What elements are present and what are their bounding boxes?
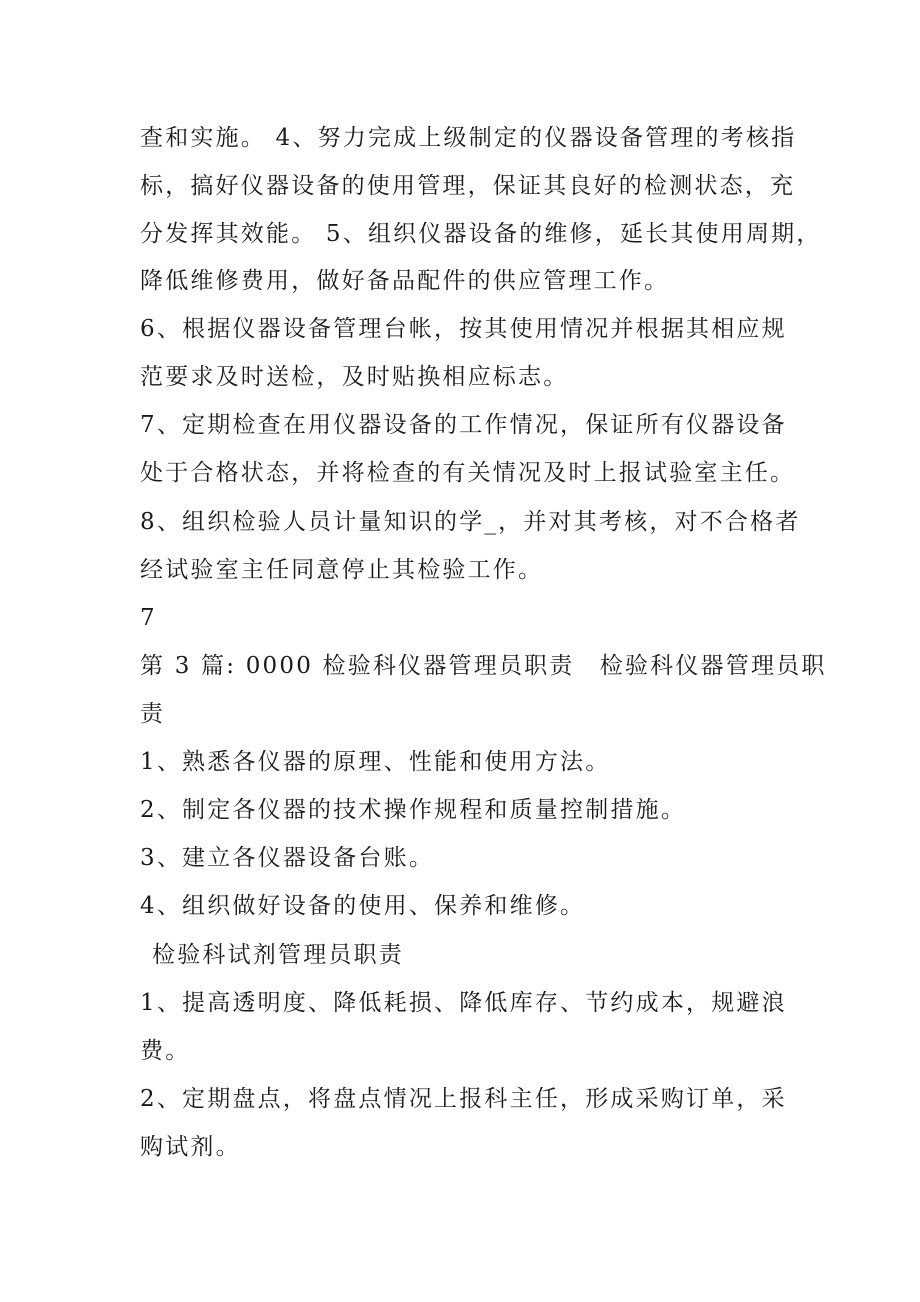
- text-line: 处于合格状态，并将检查的有关情况及时上报试验室主任。: [140, 460, 796, 486]
- section-heading-continued: 责: [140, 701, 166, 727]
- list-item: 2、定期盘点，将盘点情况上报科主任，形成采购订单，采: [140, 1086, 787, 1112]
- text-line: 标，搞好仪器设备的使用管理，保证其良好的检测状态，充: [140, 173, 796, 199]
- text-line: 经试验室主任同意停止其检验工作。: [140, 557, 544, 583]
- text-line: 降低维修费用，做好备品配件的供应管理工作。: [140, 268, 670, 294]
- list-item-continued: 购试剂。: [140, 1134, 241, 1160]
- list-item: 2、制定各仪器的技术操作规程和质量控制措施。: [140, 797, 687, 823]
- text-line: 查和实施。 4、努力完成上级制定的仪器设备管理的考核指: [140, 125, 797, 151]
- list-item: 1、提高透明度、降低耗损、降低库存、节约成本，规避浪: [140, 990, 787, 1016]
- subsection-heading: 检验科试剂管理员职责: [152, 942, 404, 968]
- text-line: 范要求及时送检，及时贴换相应标志。: [140, 364, 569, 390]
- text-line: 7、定期检查在用仪器设备的工作情况，保证所有仪器设备: [140, 412, 787, 438]
- text-line: 分发挥其效能。 5、组织仪器设备的维修，延长其使用周期，: [140, 221, 822, 247]
- page-number: 7: [140, 605, 157, 631]
- list-item-continued: 费。: [140, 1038, 191, 1064]
- text-line: 8、组织检验人员计量知识的学_，并对其考核，对不合格者: [140, 509, 801, 535]
- list-item: 4、组织做好设备的使用、保养和维修。: [140, 893, 586, 919]
- text-line: 6、根据仪器设备管理台帐，按其使用情况并根据其相应规: [140, 316, 787, 342]
- list-item: 1、熟悉各仪器的原理、性能和使用方法。: [140, 749, 611, 775]
- section-heading: 第 3 篇: 0000 检验科仪器管理员职责 检验科仪器管理员职: [140, 653, 827, 679]
- list-item: 3、建立各仪器设备台账。: [140, 845, 435, 871]
